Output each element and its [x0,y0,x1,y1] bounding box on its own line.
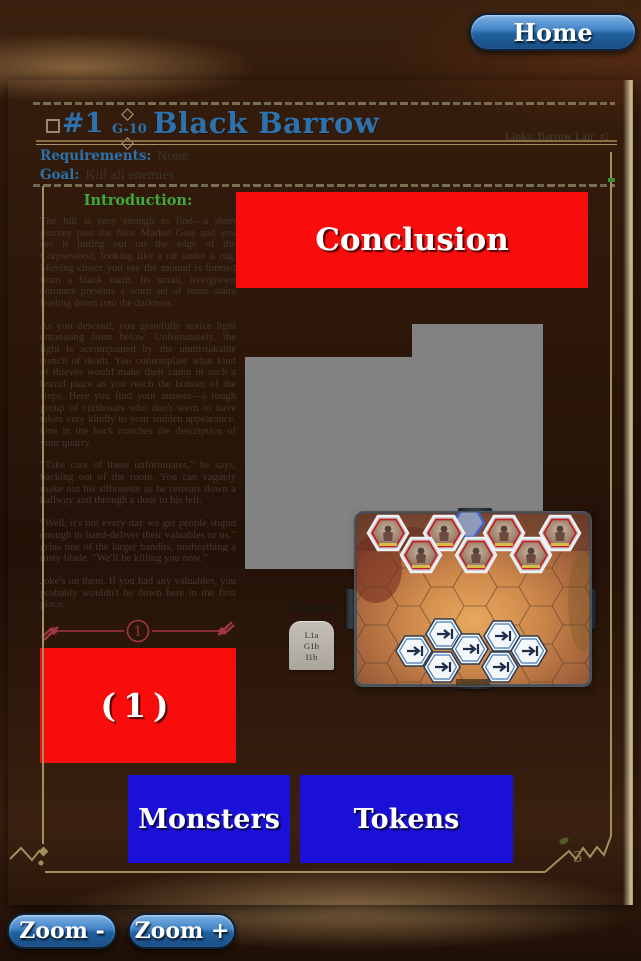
scenario-title: Black Barrow [153,106,380,140]
goal-row [40,167,174,184]
scenario-number: #1 [62,108,104,139]
introduction-section [40,192,236,622]
conclusion-button[interactable]: Conclusion [236,192,588,288]
section-1-button[interactable]: (1) [40,648,236,763]
intro-paragraph: The hill is easy enough to find—a short journey past the New Market Gate and you see it jutting out on the edge of the Corpsewood, looking like a rat under a rug. Moving closer you see the mound is formed from a black earth. Its small, overgrown entrance presents a worn set of stone stairs leading down into the darkness. [40,216,236,309]
monsters-button[interactable]: Monsters [128,775,290,863]
zoom-in-button[interactable]: Zoom + [128,913,236,949]
intro-paragraph: “Well, it's not every day we get people stupid enough to hand-deliver their valuables to us,” grins one of the larger bandits, unsheathing a rusty blade. “We'll be killing you now.” [40,518,236,565]
map-tile: I1b [305,651,318,662]
intro-paragraph: As you descend, you gratefully notice light emanating from below. Unfortunately, the light is accompanied by the unmistakable stench of death. You contemplate what kind of thieves would make their camp in such a horrid place as you reach the bottom of the steps. Here you find your answer—a rough group of cutthroats who don't seem to have taken very kindly to your sudden appearance. One in the back matches the description of your quarry. [40,320,236,449]
requirements-row [40,148,188,165]
zoom-out-button[interactable]: Zoom - [7,913,117,949]
intro-paragraph: Joke's on them. If you had any valuables, you probably wouldn't be down here in the first place. [40,575,236,611]
separator-number: 1 [133,624,143,640]
section-separator [40,616,236,646]
map-tile: G1b [303,640,320,651]
ornament-line-header [33,184,615,187]
intro-paragraph: “Take care of these unfortunates,” he says, backing out of the room. You can vaguely make out his silhouette as he retreats down a hallway and through a door to his left. [40,460,236,507]
ornament-line-top [33,102,615,105]
page-number: 3 [573,848,583,866]
scenario-code: G-10 [112,122,147,137]
diamond-ornament-top [121,108,134,121]
map-tile: L1a [304,629,319,640]
header-rule [36,140,617,145]
goal-value: Kill all enemies [85,168,175,183]
requirements-value: None [157,149,188,164]
map-tile-list [289,621,334,670]
goal-label: Goal: [40,167,80,183]
links-badge: #2 [600,132,609,142]
tokens-button[interactable]: Tokens [300,775,513,863]
scenario-map-image[interactable] [354,511,592,687]
maps-label: Maps: [289,599,339,616]
requirements-label: Requirements: [40,148,152,164]
scenario-page [8,80,633,905]
home-button[interactable]: Home [469,13,637,51]
introduction-heading: Introduction: [83,192,193,209]
scenario-complete-checkbox[interactable] [46,119,60,133]
links-label: Links: Barrow Lair [505,131,594,143]
